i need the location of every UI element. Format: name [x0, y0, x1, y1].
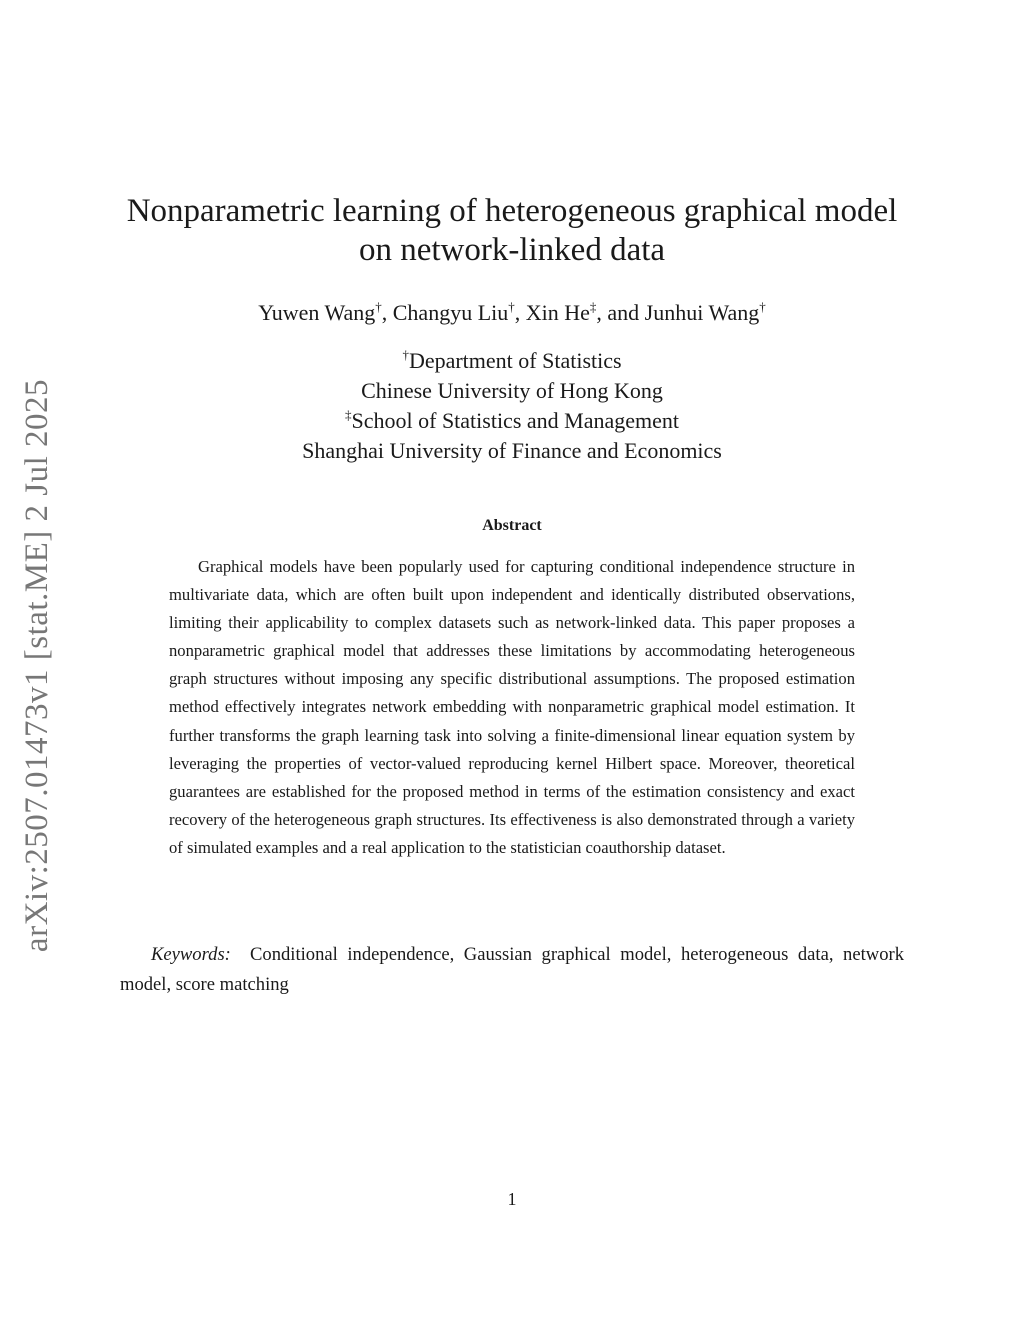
affiliations	[120, 346, 904, 466]
paper-title: Nonparametric learning of heterogeneous graphical model on network-linked data	[126, 193, 898, 268]
affiliation-line	[120, 376, 904, 406]
keywords-text: Conditional independence, Gaussian graphical model, heterogeneous data, network model, score matching	[120, 944, 904, 995]
author-affiliation-mark: †	[759, 299, 766, 314]
author-affiliation-mark: ‡	[589, 299, 597, 314]
author-name: Changyu Liu	[392, 300, 509, 325]
arxiv-identifier-text: arXiv:2507.01473v1 [stat.ME] 2 Jul 2025	[19, 378, 56, 952]
abstract-heading: Abstract	[482, 517, 542, 534]
author-list	[120, 298, 904, 328]
affiliation-mark: ‡	[345, 407, 352, 422]
affiliation-text: Shanghai University of Finance and Economics	[302, 438, 722, 463]
affiliation-line	[120, 346, 904, 376]
arxiv-identifier-stamp	[18, 375, 58, 955]
page-number: 1	[507, 1189, 517, 1209]
keywords-paragraph	[120, 940, 904, 1000]
author-affiliation-mark: †	[508, 299, 515, 314]
author-name: Yuwen Wang	[258, 300, 376, 325]
author-name: Junhui Wang	[644, 300, 760, 325]
affiliation-line	[120, 436, 904, 466]
affiliation-line	[120, 406, 904, 436]
affiliation-text: Chinese University of Hong Kong	[361, 378, 663, 403]
affiliation-mark: †	[402, 347, 409, 362]
author-affiliation-mark: †	[375, 299, 382, 314]
keywords-label: Keywords:	[151, 944, 231, 965]
author-separator: , and	[596, 300, 645, 325]
affiliation-text: Department of Statistics	[408, 348, 622, 373]
author-separator: ,	[381, 300, 393, 325]
author-name: Xin He	[525, 300, 590, 325]
affiliation-text: School of Statistics and Management	[351, 408, 679, 433]
author-separator: ,	[514, 300, 526, 325]
abstract-body: Graphical models have been popularly used for capturing conditional independence structure in multivariate data, which are often built upon independent and identically distributed observations, limiting their applicability to complex datasets such as network-linked data. This paper proposes a nonparametric graphical model that addresses these limitations by accommodating heterogeneous graph structures without imposing any specific distributional assumptions. The proposed estimation method effectively integrates network embedding with nonparametric graphical model estimation. It further transforms the graph learning task into solving a finite-dimensional linear equation system by leveraging the properties of vector-valued reproducing kernel Hilbert space. Moreover, theoretical guarantees are established for the proposed method in terms of the estimation consistency and exact recovery of the heterogeneous graph structures. Its effectiveness is also demonstrated through a variety of simulated examples and a real application to the statistician coauthorship dataset.	[169, 557, 855, 857]
